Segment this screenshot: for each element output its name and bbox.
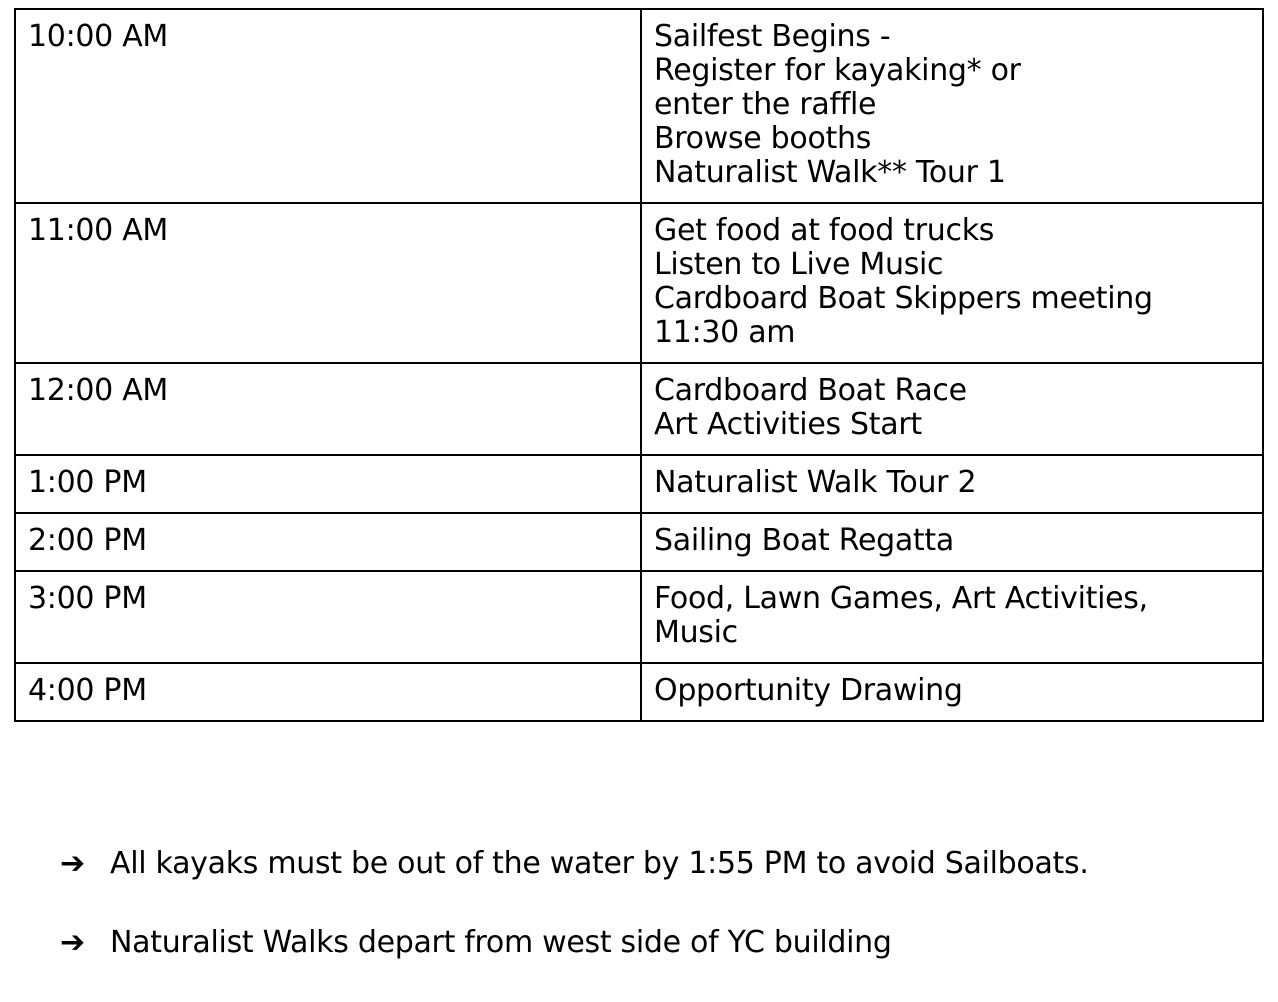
activity-line: Cardboard Boat Skippers meeting [654, 281, 1153, 316]
table-row [15, 9, 1263, 203]
activity-cell [641, 663, 1263, 721]
activity-line: Browse booths [654, 121, 872, 156]
activity-line: Get food at food trucks [654, 213, 995, 248]
activity-line: Opportunity Drawing [654, 673, 963, 708]
table-row [15, 571, 1263, 663]
activity-line: Food, Lawn Games, Art Activities, [654, 581, 1148, 616]
activity-line: Cardboard Boat Race [654, 373, 967, 408]
activity-line: enter the raffle [654, 87, 877, 122]
activity-cell [641, 203, 1263, 363]
time-cell: 1:00 PM [15, 455, 641, 513]
table-row [15, 455, 1263, 513]
activity-cell [641, 571, 1263, 663]
activity-line: 11:30 am [654, 315, 796, 350]
schedule-table [14, 8, 1264, 722]
note-item [60, 840, 1240, 886]
activity-line: Naturalist Walk** Tour 1 [654, 155, 1006, 190]
time-cell: 4:00 PM [15, 663, 641, 721]
note-text: All kayaks must be out of the water by 1:55 PM to avoid Sailboats. [110, 845, 1089, 881]
table-row [15, 663, 1263, 721]
table-row [15, 363, 1263, 455]
activity-line: Register for kayaking* or [654, 53, 1021, 88]
note-item [60, 919, 1240, 965]
arrow-right-icon: ➔ [60, 924, 85, 960]
activity-cell [641, 513, 1263, 571]
time-cell: 2:00 PM [15, 513, 641, 571]
time-cell: 11:00 AM [15, 203, 641, 363]
arrow-right-icon: ➔ [60, 845, 85, 881]
time-cell: 3:00 PM [15, 571, 641, 663]
activity-line: Listen to Live Music [654, 247, 944, 282]
time-cell: 12:00 AM [15, 363, 641, 455]
note-text: Naturalist Walks depart from west side of YC building [110, 924, 892, 960]
table-row [15, 203, 1263, 363]
activity-line: Naturalist Walk Tour 2 [654, 465, 977, 500]
activity-line: Sailfest Begins - [654, 19, 891, 54]
table-row [15, 513, 1263, 571]
activity-cell [641, 9, 1263, 203]
activity-cell [641, 363, 1263, 455]
activity-cell [641, 455, 1263, 513]
time-cell: 10:00 AM [15, 9, 641, 203]
activity-line: Music [654, 615, 738, 650]
activity-line: Sailing Boat Regatta [654, 523, 954, 558]
notes-list [60, 840, 1240, 998]
activity-line: Art Activities Start [654, 407, 922, 442]
